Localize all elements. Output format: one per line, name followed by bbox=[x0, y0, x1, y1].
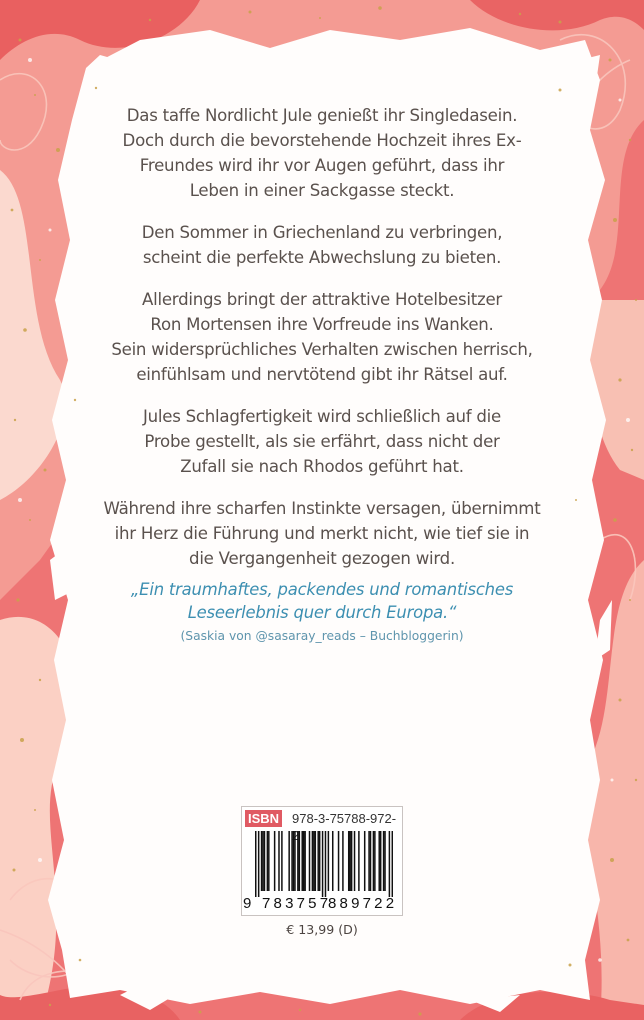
barcode-bar bbox=[368, 831, 370, 891]
barcode-bar bbox=[317, 831, 319, 891]
barcode-bar bbox=[304, 831, 306, 891]
blurb-line: Allerdings bringt der attraktive Hotelbesitzer bbox=[142, 290, 502, 309]
barcode-bar bbox=[392, 831, 393, 897]
barcode-bar bbox=[374, 831, 376, 891]
barcode-bar bbox=[299, 831, 301, 891]
barcode-bar bbox=[281, 831, 283, 891]
blurb-paragraph bbox=[96, 404, 548, 479]
barcode-bar bbox=[303, 831, 305, 891]
barcode-digit-group-right: 889722 bbox=[328, 895, 398, 912]
blurb-line: Leben in einer Sackgasse steckt. bbox=[189, 181, 455, 200]
blurb-line: die Vergangenheit gezogen wird. bbox=[189, 549, 455, 568]
blurb-line: Das taffe Nordlicht Jule genießt ihr Singledasein. bbox=[126, 106, 518, 125]
back-cover-blurb bbox=[96, 103, 548, 588]
blurb-line: Ron Mortensen ihre Vorfreude ins Wanken. bbox=[150, 315, 494, 334]
barcode-bar bbox=[319, 831, 321, 891]
blurb-line: Den Sommer in Griechenland zu verbringen, bbox=[141, 223, 503, 242]
blurb-line: Freundes wird ihr vor Augen geführt, dass ihr bbox=[139, 156, 505, 175]
blurb-line: Probe gestellt, als sie erfährt, dass nicht der bbox=[144, 432, 500, 451]
barcode bbox=[255, 831, 393, 897]
quote-line: „Ein traumhaftes, packendes und romantisches bbox=[130, 580, 514, 599]
blurb-line: ihr Herz die Führung und merkt nicht, wie tief sie in bbox=[114, 524, 530, 543]
barcode-bar bbox=[328, 831, 330, 891]
barcode-bar bbox=[389, 831, 391, 897]
barcode-bar bbox=[322, 831, 324, 897]
barcode-bar bbox=[378, 831, 380, 891]
barcode-bar bbox=[332, 831, 334, 891]
barcode-bar bbox=[255, 831, 257, 897]
barcode-bar bbox=[297, 831, 299, 891]
barcode-bar bbox=[262, 831, 264, 891]
barcode-bar bbox=[351, 831, 353, 891]
barcode-bar bbox=[349, 831, 351, 891]
barcode-bar bbox=[267, 831, 269, 891]
blurb-paragraph bbox=[96, 287, 548, 387]
barcode-bar bbox=[291, 831, 293, 891]
barcode-bar bbox=[313, 831, 315, 891]
barcode-bar bbox=[264, 831, 266, 891]
barcode-bar bbox=[358, 831, 360, 891]
barcode-bar bbox=[312, 831, 314, 891]
barcode-bar bbox=[309, 831, 311, 891]
blurb-line: Jules Schlagfertigkeit wird schließlich auf die bbox=[142, 407, 501, 426]
barcode-bar bbox=[384, 831, 386, 891]
blurb-paragraph bbox=[96, 496, 548, 571]
blurb-paragraph bbox=[96, 103, 548, 203]
blurb-line: scheint die perfekte Abwechslung zu bieten. bbox=[142, 248, 502, 267]
barcode-bar bbox=[338, 831, 340, 891]
isbn-barcode-box bbox=[241, 806, 403, 916]
barcode-bar bbox=[380, 831, 382, 891]
isbn-label: ISBN bbox=[245, 810, 282, 827]
barcode-bar bbox=[325, 831, 327, 897]
quote-source: (Saskia von @sasaray_reads – Buchbloggerin) bbox=[180, 629, 464, 643]
review-quote bbox=[90, 578, 554, 645]
barcode-bar bbox=[364, 831, 366, 891]
blurb-paragraph bbox=[96, 220, 548, 270]
barcode-bar bbox=[261, 831, 263, 891]
barcode-bar bbox=[288, 831, 290, 891]
isbn-number: 978-3-75788-972- bbox=[292, 811, 397, 826]
blurb-line: Doch durch die bevorstehende Hochzeit ihres Ex- bbox=[122, 131, 522, 150]
barcode-bar bbox=[348, 831, 350, 891]
barcode-bar bbox=[342, 831, 344, 891]
quote-line: Leseerlebnis quer durch Europa.“ bbox=[187, 603, 457, 622]
barcode-digit-group-left: 783757 bbox=[262, 895, 332, 912]
barcode-bar bbox=[354, 831, 356, 891]
barcode-bar bbox=[373, 831, 375, 891]
quote-text bbox=[90, 578, 554, 624]
barcode-bar bbox=[268, 831, 270, 891]
barcode-digit-lead: 9 bbox=[243, 895, 252, 912]
price-label: € 13,99 (D) bbox=[286, 922, 358, 937]
blurb-line: Sein widersprüchliches Verhalten zwischen herrisch, bbox=[111, 340, 533, 359]
blurb-line: Zufall sie nach Rhodos geführt hat. bbox=[180, 457, 464, 476]
barcode-bar bbox=[274, 831, 276, 891]
barcode-bar bbox=[370, 831, 372, 891]
blurb-line: Während ihre scharfen Instinkte versagen, übernimmt bbox=[103, 499, 541, 518]
barcode-bar bbox=[278, 831, 280, 891]
blurb-line: einfühlsam und nervtötend gibt ihr Rätsel auf. bbox=[136, 365, 508, 384]
barcode-bar bbox=[258, 831, 260, 897]
barcode-bar bbox=[315, 831, 317, 891]
barcode-bar bbox=[383, 831, 385, 891]
barcode-bar bbox=[294, 831, 296, 891]
barcode-bar bbox=[301, 831, 303, 891]
barcode-bar bbox=[293, 831, 295, 891]
